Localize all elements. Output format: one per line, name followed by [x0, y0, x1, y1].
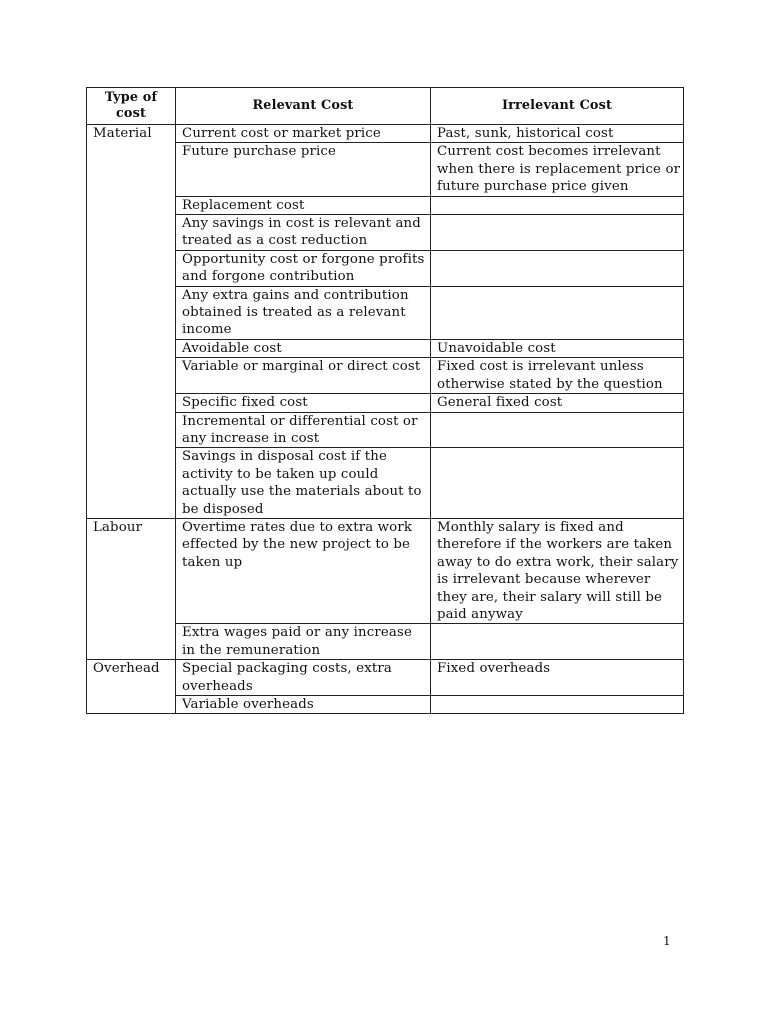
irrelevant-cell [431, 696, 684, 714]
table-row [87, 250, 684, 286]
irrelevant-cell: Current cost becomes irrelevant when there is replacement price or future purchase price given [431, 143, 684, 196]
relevant-cell: Savings in disposal cost if the activity to be taken up could actually use the materials about to be disposed [176, 448, 431, 519]
relevant-cell: Opportunity cost or forgone profits and forgone contribution [176, 250, 431, 286]
relevant-cell: Any savings in cost is relevant and treated as a cost reduction [176, 215, 431, 251]
type-cell-overhead: Overhead [87, 660, 176, 714]
table-row [87, 412, 684, 448]
irrelevant-cell [431, 286, 684, 339]
irrelevant-cell [431, 448, 684, 519]
relevant-cell: Incremental or differential cost or any increase in cost [176, 412, 431, 448]
header-relevant-cost: Relevant Cost [176, 88, 431, 125]
irrelevant-cell: Fixed cost is irrelevant unless otherwise stated by the question [431, 358, 684, 394]
irrelevant-cell [431, 624, 684, 660]
table-row [87, 660, 684, 696]
table-row [87, 143, 684, 196]
table-row [87, 339, 684, 357]
relevant-cell: Variable overheads [176, 696, 431, 714]
irrelevant-cell: Monthly salary is fixed and therefore if the workers are taken away to do extra work, their salary is irrelevant because wherever they are, their salary will still be paid anyway [431, 518, 684, 623]
table-header-row [87, 88, 684, 125]
table-row [87, 518, 684, 623]
header-irrelevant-cost: Irrelevant Cost [431, 88, 684, 125]
irrelevant-cell: Unavoidable cost [431, 339, 684, 357]
type-cell-labour: Labour [87, 518, 176, 659]
irrelevant-cell [431, 215, 684, 251]
relevant-cell: Overtime rates due to extra work effected by the new project to be taken up [176, 518, 431, 623]
relevant-cell: Extra wages paid or any increase in the remuneration [176, 624, 431, 660]
header-type-of-cost: Type of cost [87, 88, 176, 125]
table-row [87, 286, 684, 339]
irrelevant-cell [431, 250, 684, 286]
table-row [87, 125, 684, 143]
table-row [87, 624, 684, 660]
irrelevant-cell [431, 412, 684, 448]
table-row [87, 394, 684, 412]
cost-table [86, 87, 684, 714]
irrelevant-cell: Fixed overheads [431, 660, 684, 696]
table-row [87, 448, 684, 519]
irrelevant-cell: Past, sunk, historical cost [431, 125, 684, 143]
relevant-cell: Variable or marginal or direct cost [176, 358, 431, 394]
relevant-cell: Replacement cost [176, 196, 431, 214]
table-row [87, 358, 684, 394]
relevant-cell: Avoidable cost [176, 339, 431, 357]
irrelevant-cell [431, 196, 684, 214]
relevant-cell: Current cost or market price [176, 125, 431, 143]
page-number: 1 [663, 934, 671, 948]
type-cell-material: Material [87, 125, 176, 519]
table-row [87, 215, 684, 251]
irrelevant-cell: General fixed cost [431, 394, 684, 412]
relevant-cell: Future purchase price [176, 143, 431, 196]
table-row [87, 696, 684, 714]
relevant-cell: Special packaging costs, extra overheads [176, 660, 431, 696]
relevant-cell: Any extra gains and contribution obtained is treated as a relevant income [176, 286, 431, 339]
relevant-cell: Specific fixed cost [176, 394, 431, 412]
table-row [87, 196, 684, 214]
